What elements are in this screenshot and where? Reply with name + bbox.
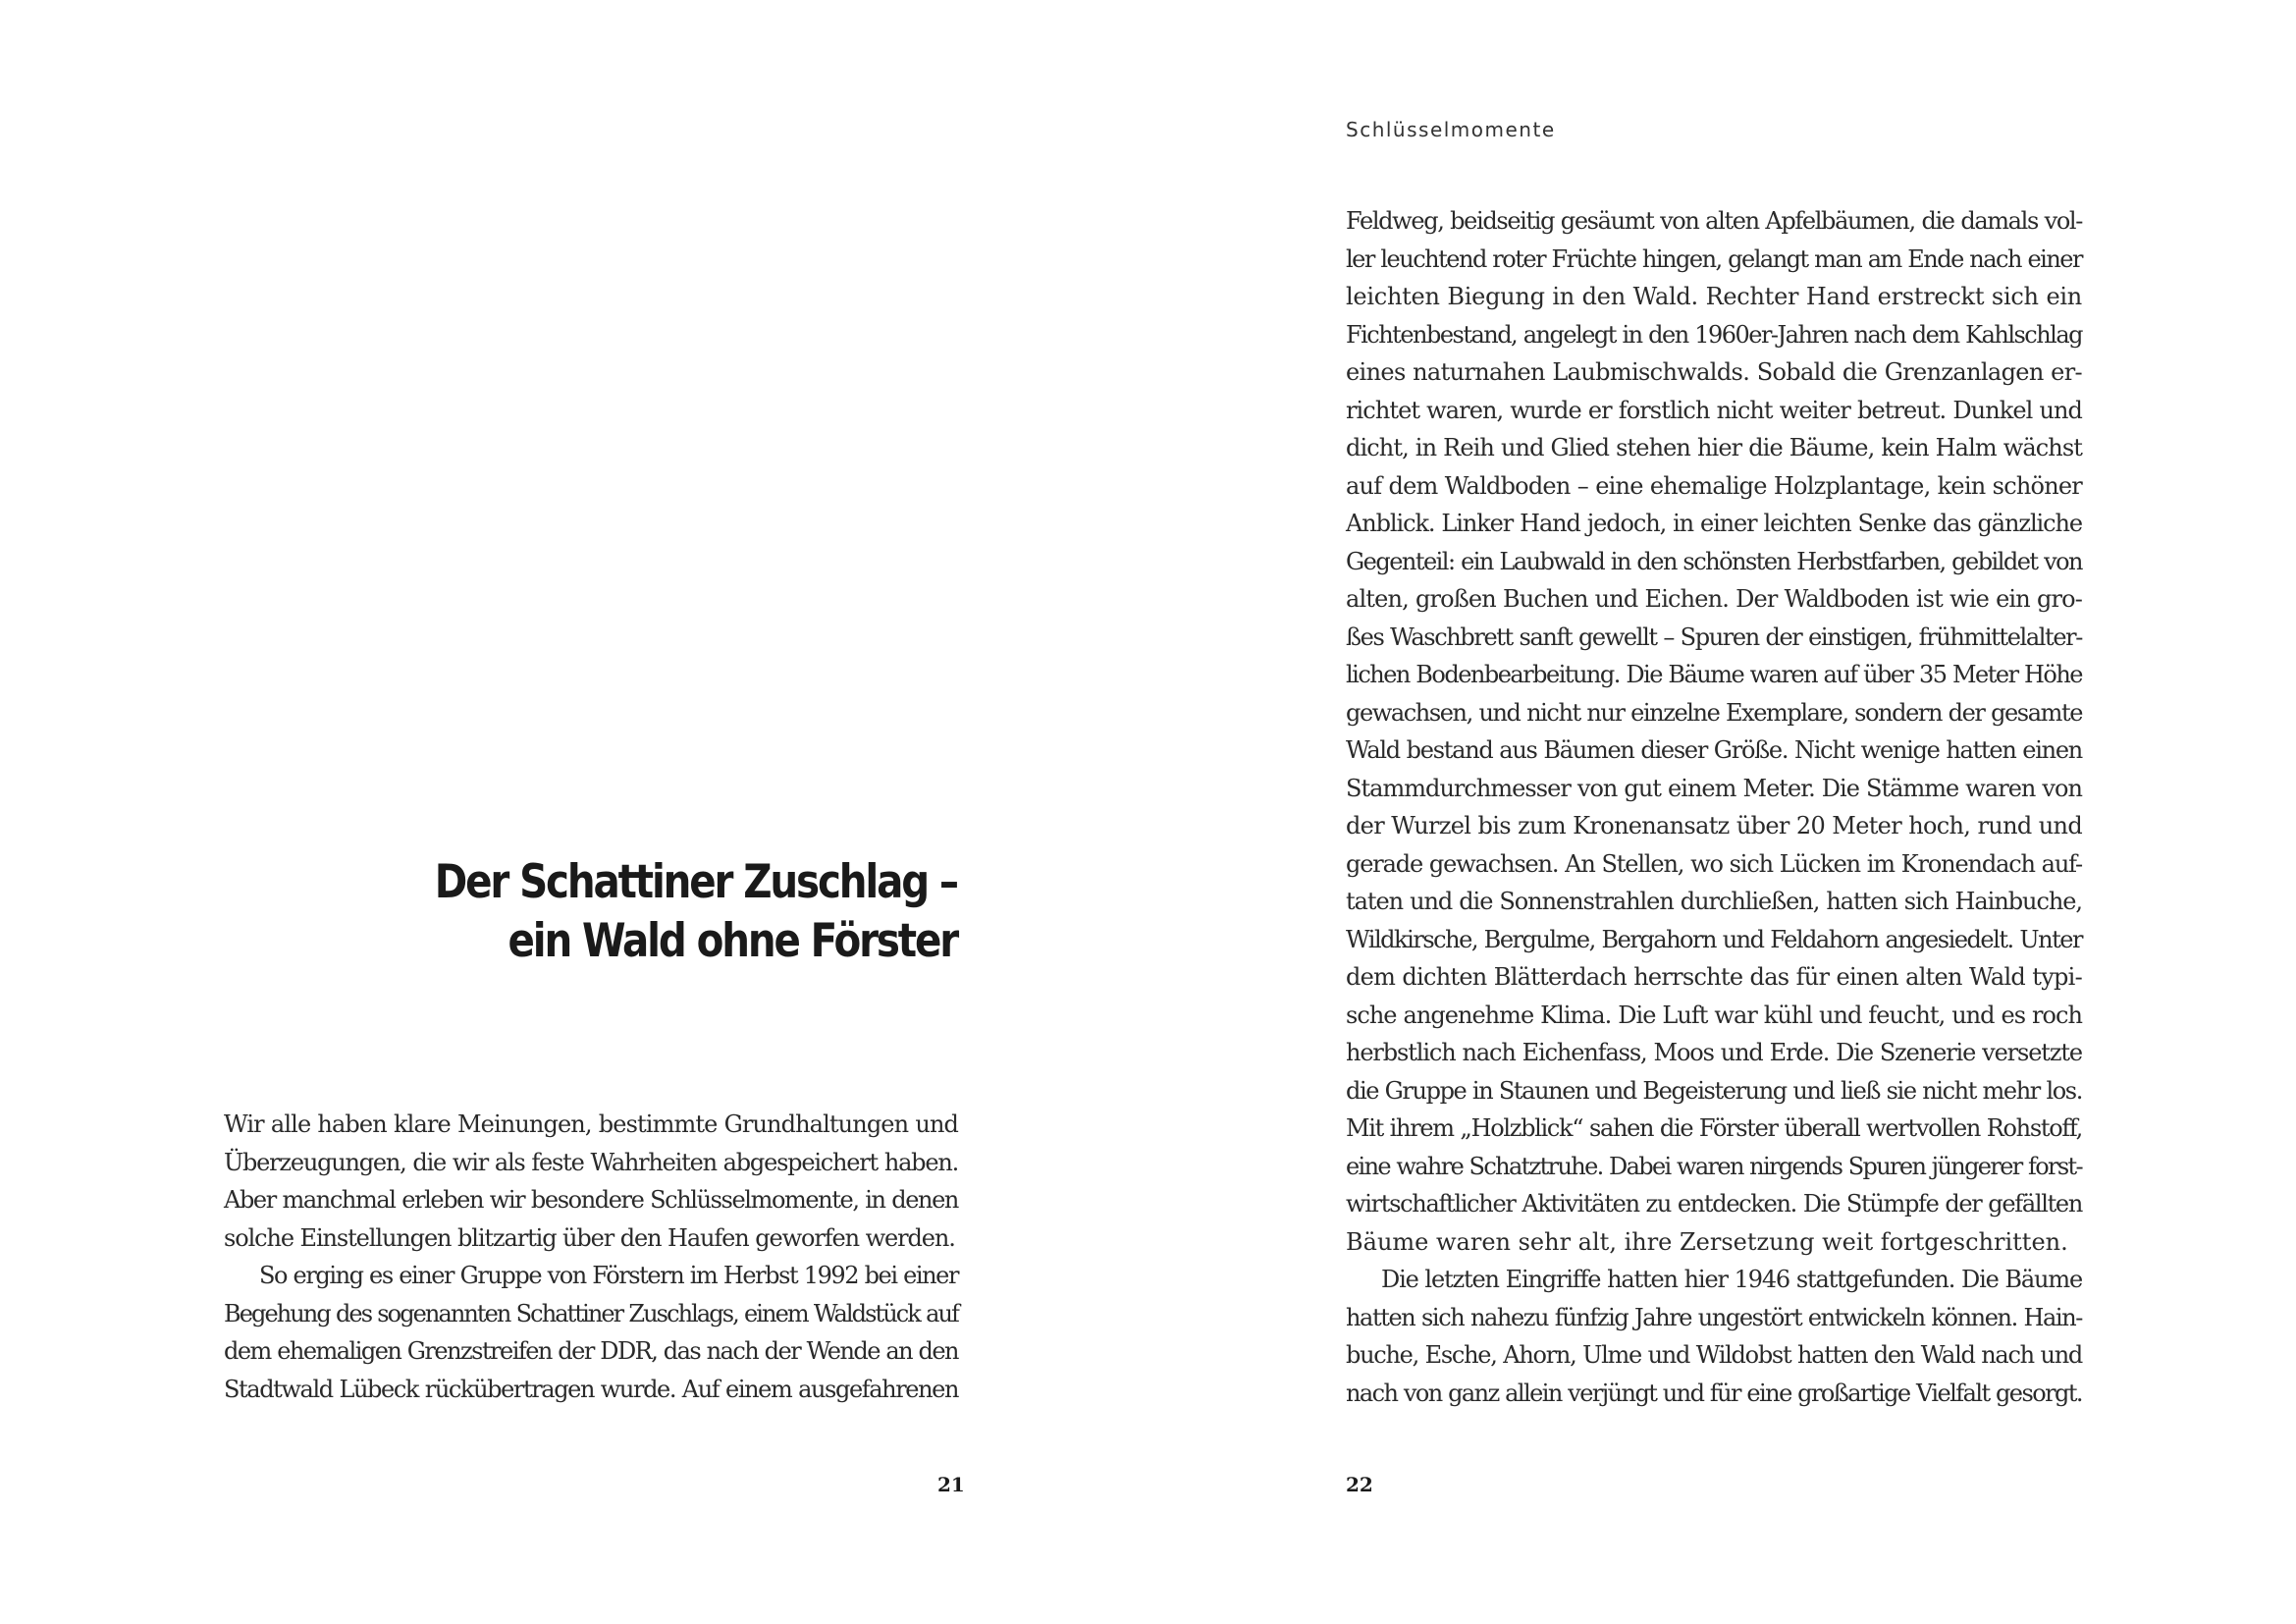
text-line: der Wurzel bis zum Kronenansatz über 20 Meter hoch, rund und <box>1346 812 2082 839</box>
paragraph <box>1346 202 2082 1261</box>
text-line: auf dem Waldboden – eine ehemalige Holzplantage, kein schöner <box>1346 471 2082 500</box>
chapter-title-line-2: ein Wald ohne Förster <box>507 914 957 969</box>
text-line: gerade gewachsen. An Stellen, wo sich Lücken im Kronendach auf- <box>1346 849 2082 878</box>
text-line: lichen Bodenbearbeitung. Die Bäume waren auf über 35 Meter Höhe <box>1346 661 2082 688</box>
text-line: hatten sich nahezu fünfzig Jahre ungestört entwickeln können. Hain- <box>1346 1303 2082 1331</box>
paragraph <box>224 1106 958 1257</box>
text-line: Gegenteil: ein Laubwald in den schönsten Herbstfarben, gebildet von <box>1346 547 2082 575</box>
text-line: So erging es einer Gruppe von Förstern im Herbst 1992 bei einer <box>259 1262 958 1289</box>
text-line: Stadtwald Lübeck rückübertragen wurde. Auf einem ausgefahrenen <box>224 1375 958 1403</box>
text-line: ßes Waschbrett sanft gewellt – Spuren der einstigen, frühmittelalter- <box>1346 623 2082 651</box>
text-line: Die letzten Eingriffe hatten hier 1946 stattgefunden. Die Bäume <box>1381 1266 2082 1293</box>
running-head: Schlüsselmomente <box>1346 118 1556 141</box>
text-line: Wir alle haben klare Meinungen, bestimmte Grundhaltungen und <box>224 1110 958 1138</box>
chapter-title-line-1: Der Schattiner Zuschlag – <box>434 855 957 910</box>
text-line: Begehung des sogenannten Schattiner Zuschlags, einem Waldstück auf <box>224 1299 958 1327</box>
text-line: eine wahre Schatztruhe. Dabei waren nirgends Spuren jüngerer forst- <box>1346 1152 2082 1180</box>
text-line: nach von ganz allein verjüngt und für eine großartige Vielfalt gesorgt. <box>1346 1379 2082 1407</box>
text-line: Bäume waren sehr alt, ihre Zersetzung weit fortgeschritten. <box>1346 1227 2068 1256</box>
text-line: dem ehemaligen Grenzstreifen der DDR, das nach der Wende an den <box>224 1337 958 1365</box>
text-line: eines naturnahen Laubmischwalds. Sobald die Grenzanlagen er- <box>1346 358 2082 386</box>
text-line: Anblick. Linker Hand jedoch, in einer leichten Senke das gänzliche <box>1346 510 2082 537</box>
text-line: Stammdurchmesser von gut einem Meter. Die Stämme waren von <box>1346 774 2082 802</box>
text-line: taten und die Sonnenstrahlen durchließen, hatten sich Hainbuche, <box>1346 888 2082 915</box>
page-number-right: 22 <box>1346 1473 1373 1496</box>
text-line: Wildkirsche, Bergulme, Bergahorn und Feldahorn angesiedelt. Unter <box>1346 925 2082 953</box>
text-line: herbstlich nach Eichenfass, Moos und Erde. Die Szenerie versetzte <box>1346 1039 2082 1066</box>
text-line: gewachsen, und nicht nur einzelne Exemplare, sondern der gesamte <box>1346 698 2082 727</box>
text-line: Überzeugungen, die wir als feste Wahrheiten abgespeichert haben. <box>224 1148 958 1176</box>
right-body-text <box>1346 202 2082 1412</box>
text-line: ler leuchtend roter Früchte hingen, gelangt man am Ende nach einer <box>1346 244 2082 273</box>
text-line: Feldweg, beidseitig gesäumt von alten Apfelbäumen, die damals vol- <box>1346 207 2082 235</box>
text-line: Aber manchmal erleben wir besondere Schlüsselmomente, in denen <box>224 1186 958 1214</box>
text-line: dem dichten Blätterdach herrschte das für einen alten Wald typi- <box>1346 963 2082 991</box>
paragraph <box>224 1257 958 1408</box>
text-line: sche angenehme Klima. Die Luft war kühl und feucht, und es roch <box>1346 1001 2082 1029</box>
text-line: alten, großen Buchen und Eichen. Der Waldboden ist wie ein gro- <box>1346 585 2082 613</box>
text-line: die Gruppe in Staunen und Begeisterung und ließ sie nicht mehr los. <box>1346 1076 2082 1105</box>
chapter-title <box>328 853 957 971</box>
text-line: richtet waren, wurde er forstlich nicht weiter betreut. Dunkel und <box>1346 396 2082 424</box>
text-line: buche, Esche, Ahorn, Ulme und Wildobst hatten den Wald nach und <box>1346 1341 2082 1369</box>
text-line: wirtschaftlicher Aktivitäten zu entdecken. Die Stümpfe der gefällten <box>1346 1190 2082 1218</box>
paragraph <box>1346 1261 2082 1412</box>
text-line: Wald bestand aus Bäumen dieser Größe. Nicht wenige hatten einen <box>1346 736 2082 764</box>
text-line: Mit ihrem „Holzblick“ sahen die Förster überall wertvollen Rohstoff, <box>1346 1114 2082 1142</box>
text-line: solche Einstellungen blitzartig über den Haufen geworfen werden. <box>224 1223 955 1252</box>
text-line: dicht, in Reih und Glied stehen hier die Bäume, kein Halm wächst <box>1346 434 2082 461</box>
text-line: Fichtenbestand, angelegt in den 1960er-Jahren nach dem Kahlschlag <box>1346 320 2082 349</box>
page-number-left: 21 <box>937 1473 965 1496</box>
left-body-text <box>224 1106 958 1408</box>
text-line: leichten Biegung in den Wald. Rechter Hand erstreckt sich ein <box>1346 283 2082 310</box>
